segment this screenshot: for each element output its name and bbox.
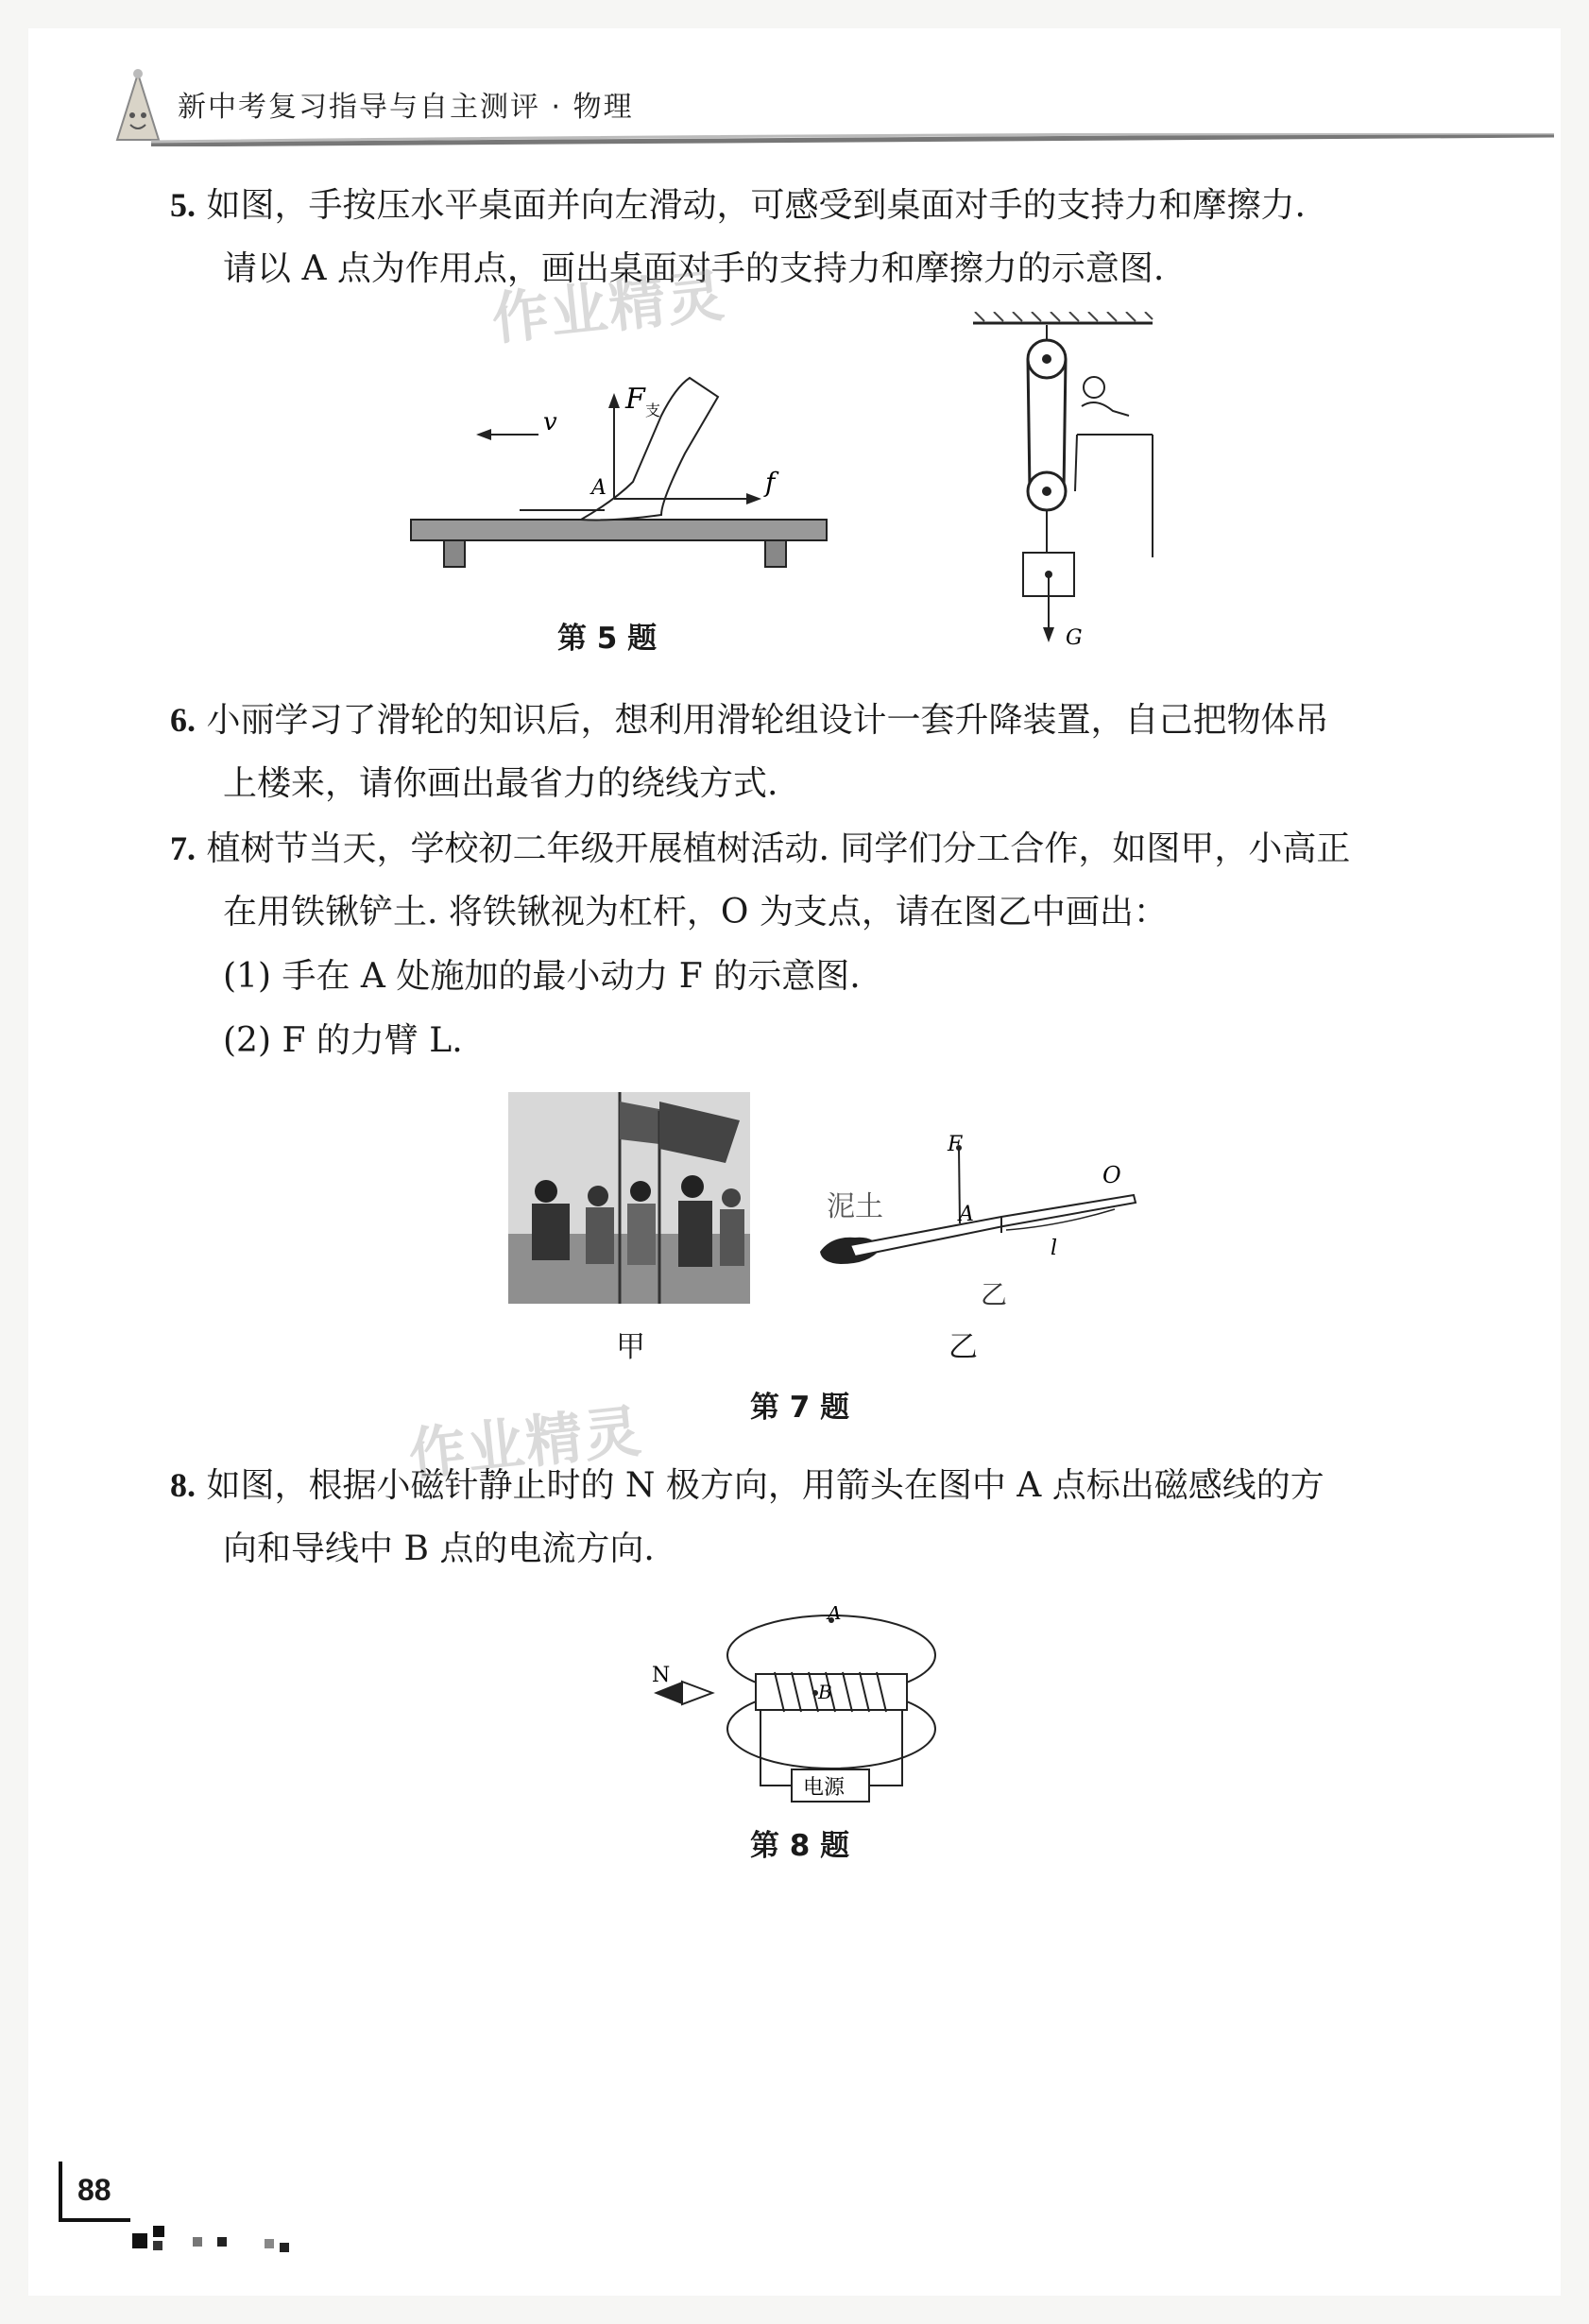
fig8-label-b: B <box>818 1681 832 1703</box>
fig7-label-o: O <box>1102 1162 1121 1188</box>
page-number: 88 <box>77 2173 111 2207</box>
fig5-label-v: v <box>543 408 557 436</box>
fig8-label-power: 电源 <box>803 1776 846 1800</box>
question-7-line-4: (2) F 的力臂 L. <box>223 1021 463 1060</box>
fig5-label-f: f <box>765 467 776 498</box>
fig7-label-l: l <box>1051 1237 1058 1260</box>
fig7-label-soil: 泥土 <box>827 1190 883 1223</box>
figure-6-pulley <box>964 312 1190 661</box>
question-6-number: 6. <box>170 701 196 739</box>
fig5-label-fn-sub: 支 <box>645 402 661 419</box>
figure-7-shovel <box>812 1124 1153 1313</box>
question-6-line-2: 上楼来，请你画出最省力的绕线方式. <box>223 764 778 803</box>
question-6-line-1: 6. 小丽学习了滑轮的知识后，想利用滑轮组设计一套升降装置，自己把物体吊 <box>170 701 1329 740</box>
question-7-line-3: (1) 手在 A 处施加的最小动力 F 的示意图. <box>223 957 861 996</box>
figure-7-sublabel-jia: 甲 <box>616 1330 645 1364</box>
figure-7-photo <box>508 1092 750 1304</box>
figure-5-caption: 第 5 题 <box>557 622 658 656</box>
fig6-label-g: G <box>1066 626 1083 650</box>
question-5-line-2: 请以 A 点为作用点，画出桌面对手的支持力和摩擦力的示意图. <box>223 249 1165 288</box>
fig7-label-a: A <box>959 1203 974 1226</box>
question-8-line-1: 8. 如图，根据小磁针静止时的 N 极方向，用箭头在图中 A 点标出磁感线的方 <box>170 1466 1324 1505</box>
question-7-number: 7. <box>170 829 196 867</box>
figure-7-caption: 第 7 题 <box>750 1391 850 1425</box>
fig7-label-yi-inline: 乙 <box>981 1279 1008 1310</box>
watermark-2: 作业精灵 <box>405 1398 646 1489</box>
question-8-number: 8. <box>170 1466 196 1504</box>
fig8-label-n: N <box>652 1664 671 1687</box>
fig5-label-fn: F <box>625 383 645 416</box>
question-5-number: 5. <box>170 186 196 224</box>
page-corner-squares <box>128 2216 308 2254</box>
header-rule <box>151 132 1554 145</box>
figure-8-caption: 第 8 题 <box>750 1829 850 1863</box>
fig5-label-a: A <box>591 476 607 500</box>
fig7-label-f: F <box>948 1133 963 1156</box>
question-8-line-2: 向和导线中 B 点的电流方向. <box>223 1529 655 1568</box>
question-7-line-2: 在用铁锹铲土. 将铁锹视为杠杆，O 为支点，请在图乙中画出： <box>223 893 1168 931</box>
question-5-line-1: 5. 如图，手按压水平桌面并向左滑动，可感受到桌面对手的支持力和摩擦力. <box>170 186 1306 225</box>
fig8-label-a: A <box>828 1606 842 1624</box>
watermark: 作业精灵 <box>488 263 729 353</box>
figure-5 <box>378 359 850 586</box>
header-title: 新中考复习指导与自主测评 · 物理 <box>178 91 634 124</box>
figure-7-sublabel-yi: 乙 <box>948 1330 978 1364</box>
figure-8-solenoid <box>642 1606 954 1823</box>
question-7-line-1: 7. 植树节当天，学校初二年级开展植树活动. 同学们分工合作，如图甲，小高正 <box>170 829 1351 868</box>
